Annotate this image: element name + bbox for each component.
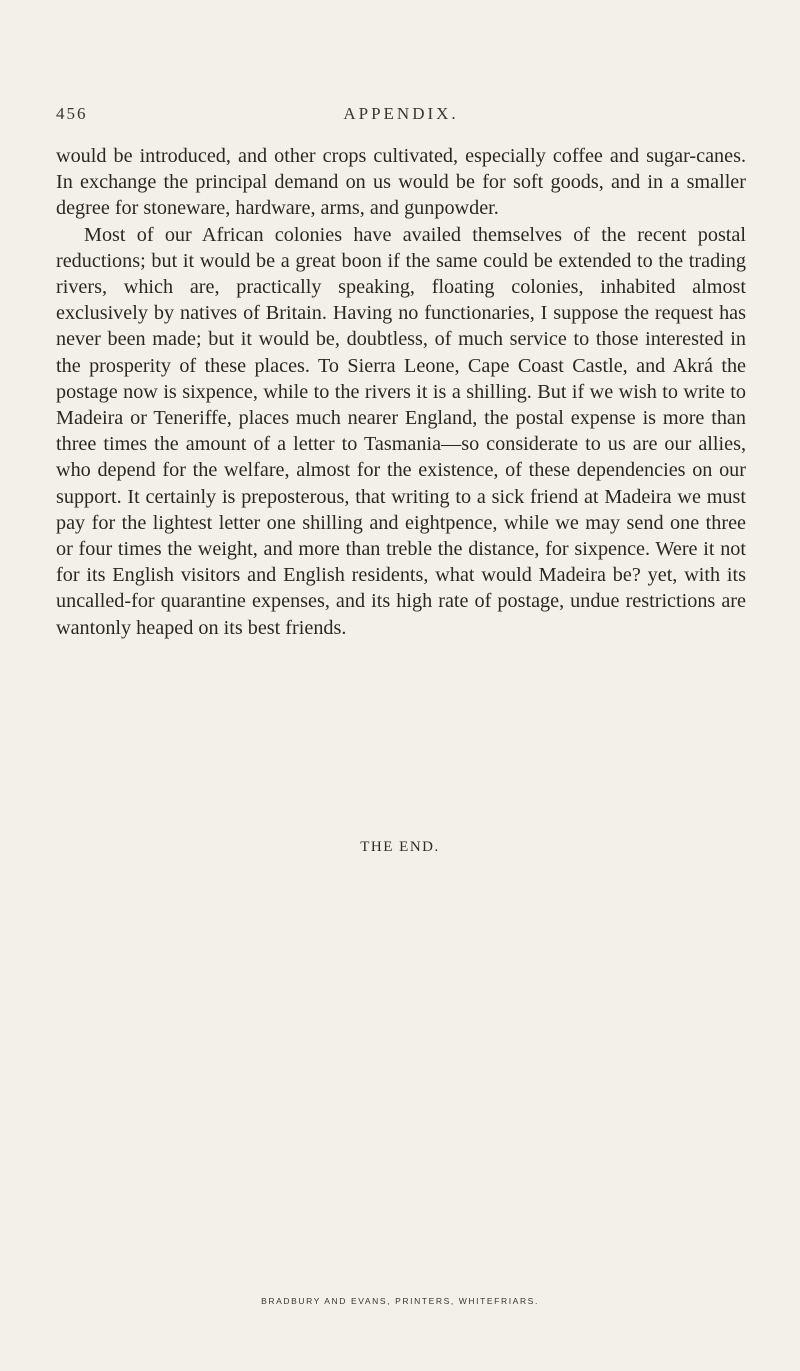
page-number: 456 [56,104,88,123]
running-head [56,104,746,132]
paragraph-continuation: would be introduced, and other crops cultivated, especially coffee and sugar-canes. In exchange the principal demand on us would be for soft goods, and in a smaller degree for stoneware, hardware, arms, and gunpowder. [56,145,746,220]
the-end-heading: THE END. [360,839,440,855]
body-text [56,143,746,641]
running-head-title: APPENDIX. [343,104,459,123]
paragraph-postal-reductions: Most of our African colonies have availed themselves of the recent postal reductions; but it would be a great boon if the same could be extended to the trading rivers, which are, practically speaking, floating colonies, inhabited almost exclusively by natives of Britain. Having no functionaries, I suppose the request has never been made; but it would be, doubtless, of much service to those interested in the prosperity of these places. To Sierra Leone, Cape Coast Castle, and Akrá the postage now is sixpence, while to the rivers it is a shilling. But if we wish to write to Madeira or Teneriffe, places much nearer England, the postal expense is more than three times the amount of a letter to Tasmania—so considerate to us are our allies, who depend for the welfare, almost for the existence, of these dependencies on our support. It certainly is preposterous, that writing to a sick friend at Madeira we must pay for the lightest letter one shilling and eightpence, while we may send one three or four times the weight, and more than treble the distance, for sixpence. Were it not for its English visitors and English residents, what would Madeira be? yet, with its uncalled-for quarantine expenses, and its high rate of postage, undue restrictions are wantonly heaped on its best friends. [56,223,746,639]
printer-imprint: BRADBURY AND EVANS, PRINTERS, WHITEFRIARS. [261,1296,539,1306]
